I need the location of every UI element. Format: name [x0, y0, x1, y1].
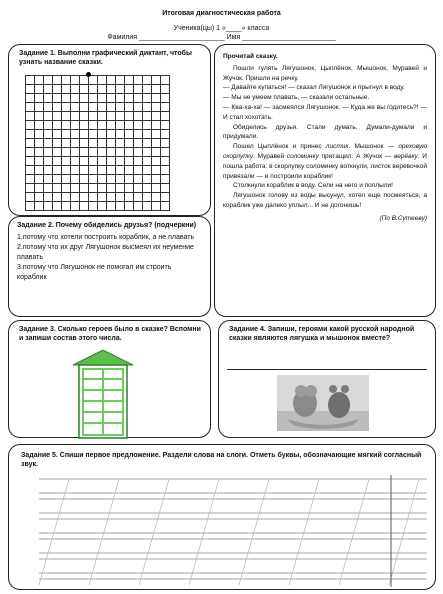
grid-cell[interactable] [89, 94, 98, 103]
grid-cell[interactable] [107, 103, 116, 112]
grid-cell[interactable] [71, 121, 80, 130]
grid-cell[interactable] [98, 76, 107, 85]
answer-line[interactable] [227, 369, 427, 370]
grid-cell[interactable] [89, 202, 98, 211]
grid-cell[interactable] [107, 85, 116, 94]
grid-cell[interactable] [71, 202, 80, 211]
grid-cell[interactable] [116, 184, 125, 193]
grid-cell[interactable] [134, 202, 143, 211]
grid-cell[interactable] [89, 103, 98, 112]
grid-cell[interactable] [26, 184, 35, 193]
grid-cell[interactable] [152, 202, 161, 211]
grid-cell[interactable] [116, 94, 125, 103]
grid-cell[interactable] [98, 157, 107, 166]
grid-cell[interactable] [62, 85, 71, 94]
grid-cell[interactable] [53, 112, 62, 121]
grid-cell[interactable] [71, 94, 80, 103]
grid-cell[interactable] [125, 166, 134, 175]
story-paragraph: — Ква-ха-ха! — засмеялся Лягушонок. — Куда же вы годитесь?! — И стал хохотать. [223, 103, 427, 121]
grid-cell[interactable] [89, 175, 98, 184]
frog-mouse-boat-illustration [277, 375, 369, 431]
grid-cell[interactable] [35, 139, 44, 148]
grid-cell[interactable] [44, 130, 53, 139]
grid-cell[interactable] [107, 193, 116, 202]
grid-cell[interactable] [161, 175, 170, 184]
grid-cell[interactable] [107, 202, 116, 211]
grid-cell[interactable] [116, 112, 125, 121]
grid-cell[interactable] [89, 85, 98, 94]
grid-cell[interactable] [44, 139, 53, 148]
grid-cell[interactable] [116, 121, 125, 130]
story-author: (По В.Сутееву) [379, 214, 427, 222]
grid-cell[interactable] [35, 184, 44, 193]
grid-cell[interactable] [62, 193, 71, 202]
grid-cell[interactable] [152, 166, 161, 175]
grid-cell[interactable] [71, 184, 80, 193]
grid-cell[interactable] [80, 85, 89, 94]
grid-cell[interactable] [152, 103, 161, 112]
grid-cell[interactable] [125, 94, 134, 103]
grid-cell[interactable] [116, 76, 125, 85]
grid-cell[interactable] [53, 121, 62, 130]
story-paragraph: Столкнули кораблик в воду. Сели на него и поплыли! [233, 182, 393, 190]
grid-cell[interactable] [35, 166, 44, 175]
answer-option[interactable]: 2.потому что их друг Лягушонок высмеял их неумение плавать [17, 244, 194, 261]
grid-cell[interactable] [26, 94, 35, 103]
grid-cell[interactable] [89, 148, 98, 157]
grid-cell[interactable] [107, 76, 116, 85]
grid-cell[interactable] [161, 166, 170, 175]
grid-cell[interactable] [53, 148, 62, 157]
class-line: Ученика(цы) 1 «____» класса [173, 25, 270, 32]
grid-cell[interactable] [35, 175, 44, 184]
grid-cell[interactable] [116, 193, 125, 202]
grid-cell[interactable] [134, 76, 143, 85]
grid-cell[interactable] [161, 76, 170, 85]
grid-cell[interactable] [80, 157, 89, 166]
grid-cell[interactable] [35, 76, 44, 85]
grid-cell[interactable] [125, 175, 134, 184]
grid-cell[interactable] [134, 166, 143, 175]
grid-cell[interactable] [125, 157, 134, 166]
grid-cell[interactable] [98, 202, 107, 211]
grid-cell[interactable] [62, 166, 71, 175]
grid-cell[interactable] [134, 121, 143, 130]
story-paragraph: Пошел Цыплёнок и принес листик. Мышонок — ореховую скорлупку. Муравей соломинку притащил. А Жучок — верёвку. И пошла работа: в скорлупку соломинку воткнули, листок веревочкой привязали — и построили кораблик! [223, 143, 427, 180]
grid-cell[interactable] [98, 175, 107, 184]
grid-cell[interactable] [152, 193, 161, 202]
story-paragraph: — Мы не умеем плавать, — сказали остальные. [223, 94, 370, 102]
grid-cell[interactable] [44, 76, 53, 85]
story-heading: Прочитай сказку. [223, 53, 278, 60]
answer-option[interactable]: 3.потому что Лягушонок не помогал им строить кораблик [17, 264, 172, 281]
grid-cell[interactable] [80, 184, 89, 193]
grid-cell[interactable] [71, 175, 80, 184]
dictation-grid[interactable] [25, 75, 170, 211]
grid-cell[interactable] [143, 76, 152, 85]
handwriting-lines[interactable] [19, 475, 427, 587]
grid-cell[interactable] [35, 121, 44, 130]
grid-cell[interactable] [53, 103, 62, 112]
task1-box [8, 44, 211, 216]
grid-cell[interactable] [89, 130, 98, 139]
grid-cell[interactable] [26, 157, 35, 166]
grid-cell[interactable] [152, 175, 161, 184]
grid-cell[interactable] [161, 193, 170, 202]
task5-title: Задание 5. Спиши первое предложение. Раздели слова на слоги. Отметь буквы, обозначающие мягкий согласный звук. [21, 452, 422, 468]
grid-cell[interactable] [125, 139, 134, 148]
grid-cell[interactable] [26, 130, 35, 139]
grid-cell[interactable] [143, 202, 152, 211]
grid-cell[interactable] [80, 202, 89, 211]
grid-cell[interactable] [98, 193, 107, 202]
grid-cell[interactable] [107, 175, 116, 184]
grid-cell[interactable] [71, 76, 80, 85]
grid-cell[interactable] [35, 94, 44, 103]
grid-cell[interactable] [143, 103, 152, 112]
grid-cell[interactable] [125, 76, 134, 85]
grid-cell[interactable] [125, 202, 134, 211]
grid-cell[interactable] [98, 112, 107, 121]
grid-cell[interactable] [53, 184, 62, 193]
number-house-icon[interactable] [69, 349, 137, 439]
page-title: Итоговая диагностическая работа [162, 10, 281, 17]
grid-cell[interactable] [44, 121, 53, 130]
grid-cell[interactable] [107, 148, 116, 157]
grid-cell[interactable] [26, 85, 35, 94]
grid-cell[interactable] [125, 121, 134, 130]
grid-cell[interactable] [26, 112, 35, 121]
task4-title: Задание 4. Запиши, героями какой русской народной сказки являются лягушка и мышонок вместе? [229, 326, 415, 342]
grid-cell[interactable] [26, 148, 35, 157]
grid-cell[interactable] [35, 202, 44, 211]
grid-cell[interactable] [152, 148, 161, 157]
grid-cell[interactable] [62, 103, 71, 112]
grid-cell[interactable] [62, 148, 71, 157]
grid-cell[interactable] [89, 139, 98, 148]
grid-cell[interactable] [134, 148, 143, 157]
grid-cell[interactable] [107, 166, 116, 175]
grid-cell[interactable] [35, 103, 44, 112]
grid-cell[interactable] [152, 157, 161, 166]
grid-cell[interactable] [134, 130, 143, 139]
grid-cell[interactable] [44, 184, 53, 193]
grid-cell[interactable] [116, 148, 125, 157]
grid-cell[interactable] [80, 121, 89, 130]
grid-cell[interactable] [161, 148, 170, 157]
grid-cell[interactable] [89, 112, 98, 121]
grid-cell[interactable] [107, 184, 116, 193]
grid-cell[interactable] [125, 130, 134, 139]
task3-box [8, 320, 211, 438]
grid-cell[interactable] [44, 202, 53, 211]
grid-cell[interactable] [53, 85, 62, 94]
grid-cell[interactable] [53, 175, 62, 184]
grid-cell[interactable] [143, 166, 152, 175]
name-line: Фамилия ______________________ Имя ________________________ [107, 34, 336, 41]
grid-cell[interactable] [161, 112, 170, 121]
grid-cell[interactable] [143, 148, 152, 157]
grid-cell[interactable] [44, 166, 53, 175]
grid-cell[interactable] [80, 148, 89, 157]
grid-cell[interactable] [35, 157, 44, 166]
grid-cell[interactable] [44, 148, 53, 157]
grid-cell[interactable] [71, 166, 80, 175]
grid-cell[interactable] [116, 103, 125, 112]
grid-cell[interactable] [53, 76, 62, 85]
grid-cell[interactable] [116, 157, 125, 166]
answer-option[interactable]: 1.потому что хотели построить кораблик, а не плавать [17, 234, 195, 241]
story-box [214, 44, 436, 317]
grid-cell[interactable] [161, 103, 170, 112]
grid-cell[interactable] [134, 184, 143, 193]
grid-cell[interactable] [89, 193, 98, 202]
grid-cell[interactable] [116, 166, 125, 175]
grid-cell[interactable] [62, 112, 71, 121]
grid-cell[interactable] [152, 112, 161, 121]
grid-cell[interactable] [116, 139, 125, 148]
grid-cell[interactable] [71, 130, 80, 139]
grid-cell[interactable] [143, 184, 152, 193]
grid-cell[interactable] [62, 130, 71, 139]
task5-box [8, 444, 436, 590]
grid-cell[interactable] [80, 193, 89, 202]
grid-cell[interactable] [35, 112, 44, 121]
story-paragraph: Пошли гулять Лягушонок, Цыплёнок, Мышонок, Муравей и Жучок. Пришли на речку. [223, 64, 427, 82]
grid-cell[interactable] [80, 94, 89, 103]
grid-cell[interactable] [134, 112, 143, 121]
grid-cell[interactable] [116, 202, 125, 211]
grid-cell[interactable] [80, 139, 89, 148]
grid-cell[interactable] [125, 85, 134, 94]
grid-cell[interactable] [152, 130, 161, 139]
grid-cell[interactable] [143, 175, 152, 184]
grid-cell[interactable] [35, 85, 44, 94]
grid-cell[interactable] [107, 121, 116, 130]
grid-cell[interactable] [125, 148, 134, 157]
grid-cell[interactable] [98, 166, 107, 175]
grid-cell[interactable] [80, 76, 89, 85]
grid-cell[interactable] [62, 175, 71, 184]
grid-cell[interactable] [53, 166, 62, 175]
grid-cell[interactable] [134, 85, 143, 94]
grid-cell[interactable] [44, 85, 53, 94]
grid-cell[interactable] [89, 76, 98, 85]
grid-cell[interactable] [71, 193, 80, 202]
grid-cell[interactable] [161, 157, 170, 166]
grid-cell[interactable] [53, 193, 62, 202]
grid-cell[interactable] [116, 175, 125, 184]
grid-cell[interactable] [98, 103, 107, 112]
grid-cell[interactable] [143, 193, 152, 202]
grid-cell[interactable] [125, 103, 134, 112]
task2-title: Задание 2. Почему обиделись друзья? (подчеркни) [17, 222, 197, 229]
grid-cell[interactable] [161, 202, 170, 211]
grid-cell[interactable] [143, 130, 152, 139]
story-paragraph: — Давайте купаться! — сказал Лягушонок и прыгнул в воду. [223, 84, 405, 92]
grid-cell[interactable] [107, 139, 116, 148]
grid-cell[interactable] [35, 130, 44, 139]
grid-cell[interactable] [62, 76, 71, 85]
grid-cell[interactable] [80, 175, 89, 184]
grid-cell[interactable] [26, 166, 35, 175]
grid-cell[interactable] [107, 130, 116, 139]
grid-cell[interactable] [161, 121, 170, 130]
grid-cell[interactable] [98, 139, 107, 148]
grid-cell[interactable] [62, 157, 71, 166]
grid-cell[interactable] [89, 121, 98, 130]
grid-cell[interactable] [161, 94, 170, 103]
grid-cell[interactable] [98, 94, 107, 103]
grid-cell[interactable] [62, 184, 71, 193]
grid-cell[interactable] [53, 157, 62, 166]
grid-cell[interactable] [116, 130, 125, 139]
grid-cell[interactable] [116, 85, 125, 94]
grid-cell[interactable] [71, 112, 80, 121]
grid-cell[interactable] [143, 139, 152, 148]
grid-cell[interactable] [134, 157, 143, 166]
grid-cell[interactable] [80, 103, 89, 112]
grid-cell[interactable] [152, 121, 161, 130]
grid-cell[interactable] [53, 94, 62, 103]
grid-cell[interactable] [107, 94, 116, 103]
grid-cell[interactable] [44, 193, 53, 202]
grid-cell[interactable] [152, 76, 161, 85]
grid-cell[interactable] [89, 184, 98, 193]
grid-cell[interactable] [80, 166, 89, 175]
grid-cell[interactable] [71, 103, 80, 112]
grid-cell[interactable] [143, 157, 152, 166]
grid-cell[interactable] [134, 139, 143, 148]
grid-cell[interactable] [98, 130, 107, 139]
grid-cell[interactable] [98, 85, 107, 94]
grid-cell[interactable] [89, 166, 98, 175]
grid-cell[interactable] [62, 139, 71, 148]
grid-cell[interactable] [26, 139, 35, 148]
grid-cell[interactable] [35, 148, 44, 157]
grid-cell[interactable] [161, 130, 170, 139]
task4-box [218, 320, 436, 438]
grid-cell[interactable] [125, 184, 134, 193]
grid-cell[interactable] [143, 121, 152, 130]
grid-cell[interactable] [53, 139, 62, 148]
grid-cell[interactable] [152, 184, 161, 193]
grid-cell[interactable] [62, 94, 71, 103]
grid-cell[interactable] [143, 85, 152, 94]
grid-cell[interactable] [71, 148, 80, 157]
grid-cell[interactable] [71, 157, 80, 166]
grid-cell[interactable] [134, 193, 143, 202]
grid-cell[interactable] [26, 76, 35, 85]
grid-cell[interactable] [107, 157, 116, 166]
grid-cell[interactable] [161, 184, 170, 193]
grid-cell[interactable] [26, 175, 35, 184]
grid-cell[interactable] [143, 112, 152, 121]
grid-cell[interactable] [161, 85, 170, 94]
grid-cell[interactable] [89, 157, 98, 166]
task3-title: Задание 3. Сколько героев было в сказке? Вспомни и запиши состав этого числа. [19, 326, 201, 342]
grid-cell[interactable] [62, 121, 71, 130]
grid-cell[interactable] [134, 94, 143, 103]
story-paragraph: Лягушонок голову из воды высунул, хотел еще посмеяться, а кораблик уже далеко уплыл... И не догонишь! [223, 192, 427, 209]
story-paragraph: Обиделись друзья. Стали думать. Думали-думали и придумали. [223, 123, 427, 141]
grid-cell[interactable] [53, 202, 62, 211]
grid-cell[interactable] [26, 193, 35, 202]
task2-box [8, 216, 211, 317]
grid-cell[interactable] [161, 139, 170, 148]
grid-cell[interactable] [71, 139, 80, 148]
grid-cell[interactable] [98, 121, 107, 130]
grid-cell[interactable] [80, 112, 89, 121]
grid-cell[interactable] [98, 148, 107, 157]
grid-cell[interactable] [134, 175, 143, 184]
task1-title: Задание 1. Выполни графический диктант, чтобы узнать название сказки. [19, 50, 192, 66]
grid-cell[interactable] [44, 94, 53, 103]
grid-cell[interactable] [125, 193, 134, 202]
grid-cell[interactable] [80, 130, 89, 139]
grid-cell[interactable] [125, 112, 134, 121]
grid-cell[interactable] [53, 130, 62, 139]
grid-cell[interactable] [35, 193, 44, 202]
grid-cell[interactable] [134, 103, 143, 112]
grid-cell[interactable] [44, 112, 53, 121]
grid-cell[interactable] [44, 175, 53, 184]
start-dot [86, 72, 91, 77]
grid-cell[interactable] [26, 121, 35, 130]
grid-cell[interactable] [71, 85, 80, 94]
grid-cell[interactable] [152, 139, 161, 148]
grid-cell[interactable] [44, 157, 53, 166]
grid-cell[interactable] [26, 202, 35, 211]
grid-cell[interactable] [98, 184, 107, 193]
grid-cell[interactable] [152, 85, 161, 94]
grid-cell[interactable] [143, 94, 152, 103]
grid-cell[interactable] [26, 103, 35, 112]
grid-cell[interactable] [44, 103, 53, 112]
grid-cell[interactable] [152, 94, 161, 103]
grid-cell[interactable] [107, 112, 116, 121]
grid-cell[interactable] [62, 202, 71, 211]
